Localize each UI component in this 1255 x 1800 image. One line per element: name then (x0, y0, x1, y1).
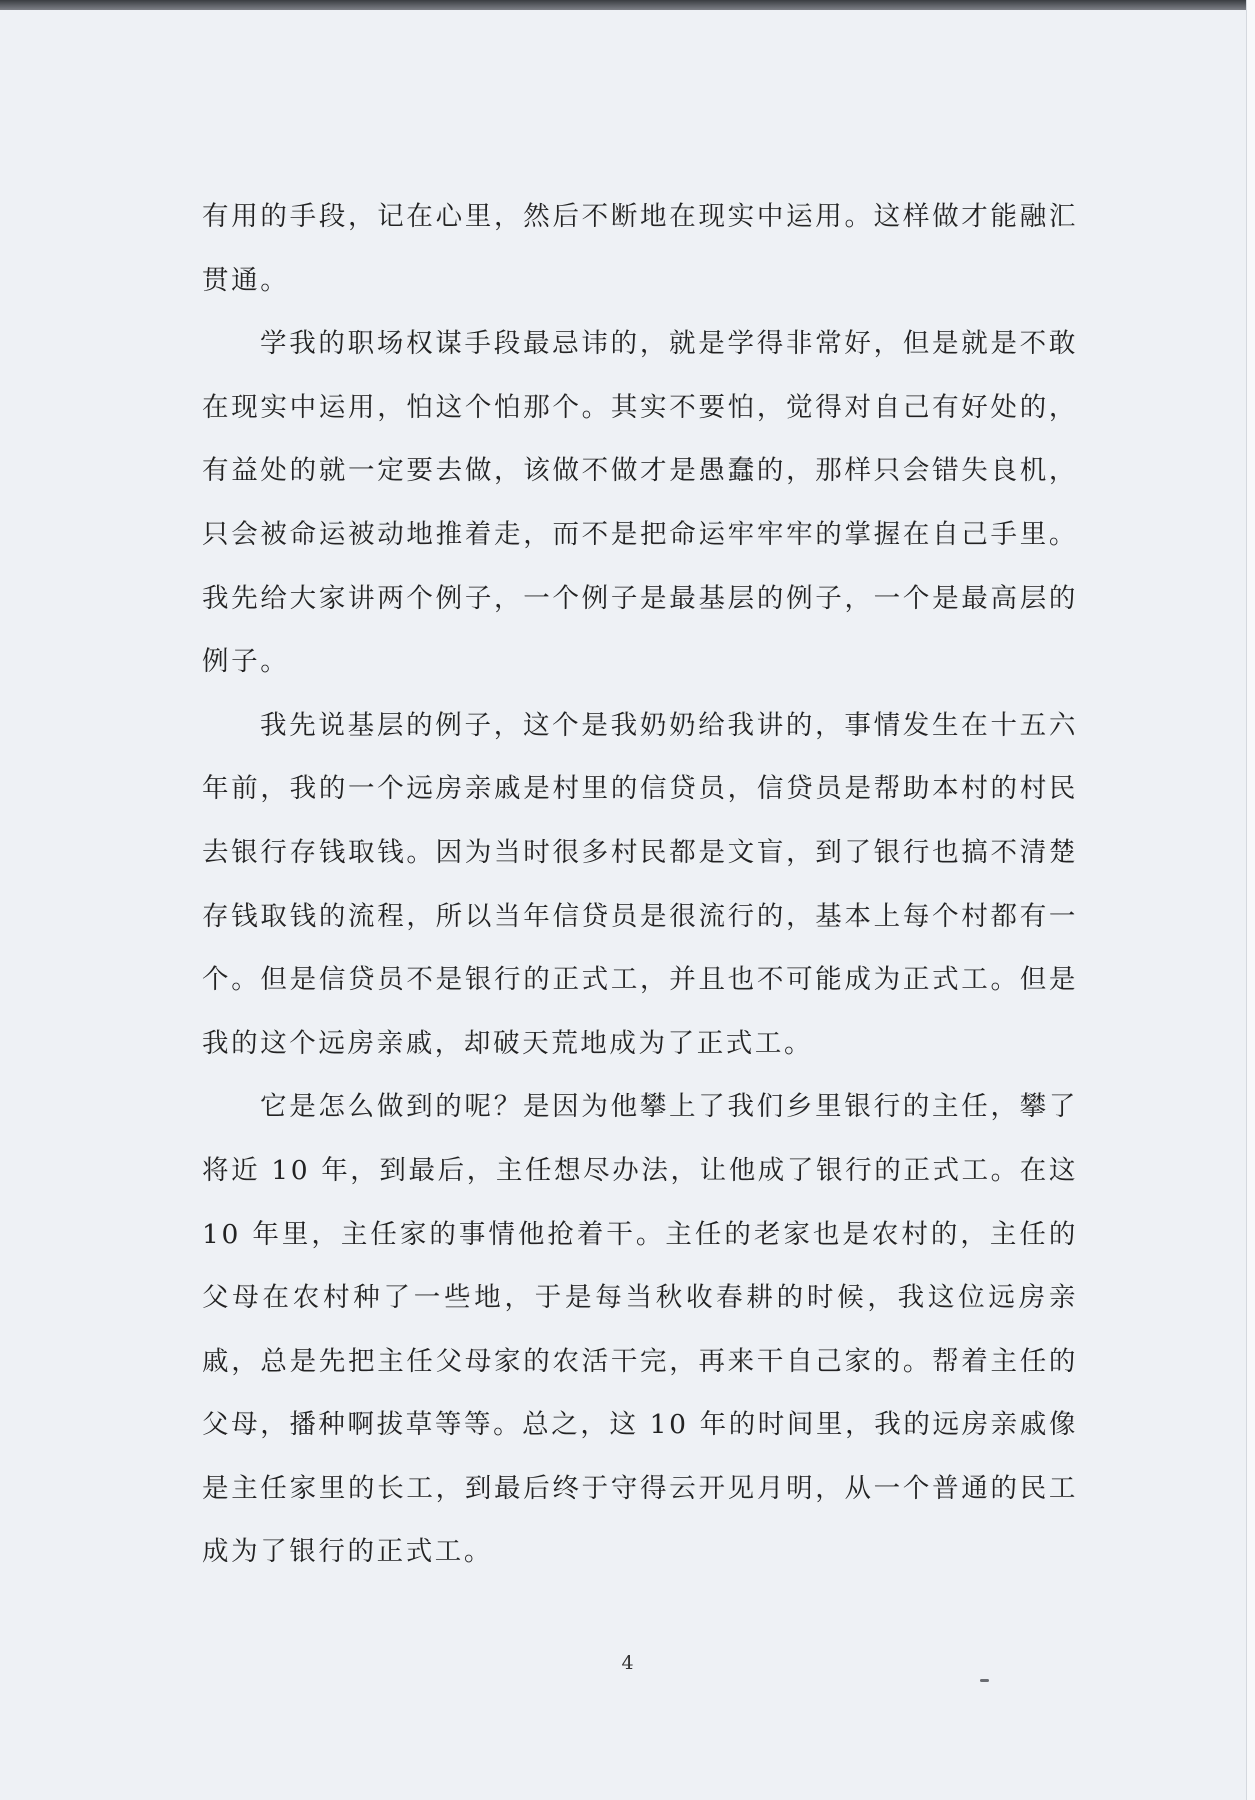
paragraph-continuation: 有用的手段，记在心里，然后不断地在现实中运用。这样做才能融汇贯通。 (202, 201, 1078, 296)
scan-top-border (0, 0, 1255, 10)
scan-right-border (1246, 0, 1255, 1800)
paragraph-grassroots-example: 我先说基层的例子，这个是我奶奶给我讲的，事情发生在十五六年前，我的一个远房亲戚是村里的信贷员，信贷员是帮助本村的村民去银行存钱取钱。因为当时很多村民都是文盲，到了银行也搞不清楚存钱取钱的流程，所以当年信贷员是很流行的，基本上每个村都有一个。但是信贷员不是银行的正式工，并且也不可能成为正式工。但是我的这个远房亲戚，却破天荒地成为了正式工。 (202, 709, 1078, 1059)
scan-speck (980, 1679, 989, 1682)
page-number: 4 (621, 1652, 634, 1674)
paragraph-how-it-happened: 它是怎么做到的呢？是因为他攀上了我们乡里银行的主任，攀了将近 10 年，到最后，主任想尽办法，让他成了银行的正式工。在这 10 年里，主任家的事情他抢着干。主任的老家也是农村的，主任的父母在农村种了一些地，于是每当秋收春耕的时候，我这位远房亲戚，总是先把主任父母家的农活干完，再来干自己家的。帮着主任的父母，播种啊拔草等等。总之，这 10 年的时间里，我的远房亲戚像是主任家里的长工，到最后终于守得云开见月明，从一个普通的民工成为了银行的正式工。 (202, 1091, 1078, 1568)
body-text (202, 185, 1078, 1584)
paragraph-workplace-tactics: 学我的职场权谋手段最忌讳的，就是学得非常好，但是就是不敢在现实中运用，怕这个怕那个。其实不要怕，觉得对自己有好处的，有益处的就一定要去做，该做不做才是愚蠢的，那样只会错失良机，只会被命运被动地推着走，而不是把命运牢牢牢的掌握在自己手里。我先给大家讲两个例子，一个例子是最基层的例子，一个是最高层的例子。 (202, 328, 1078, 678)
